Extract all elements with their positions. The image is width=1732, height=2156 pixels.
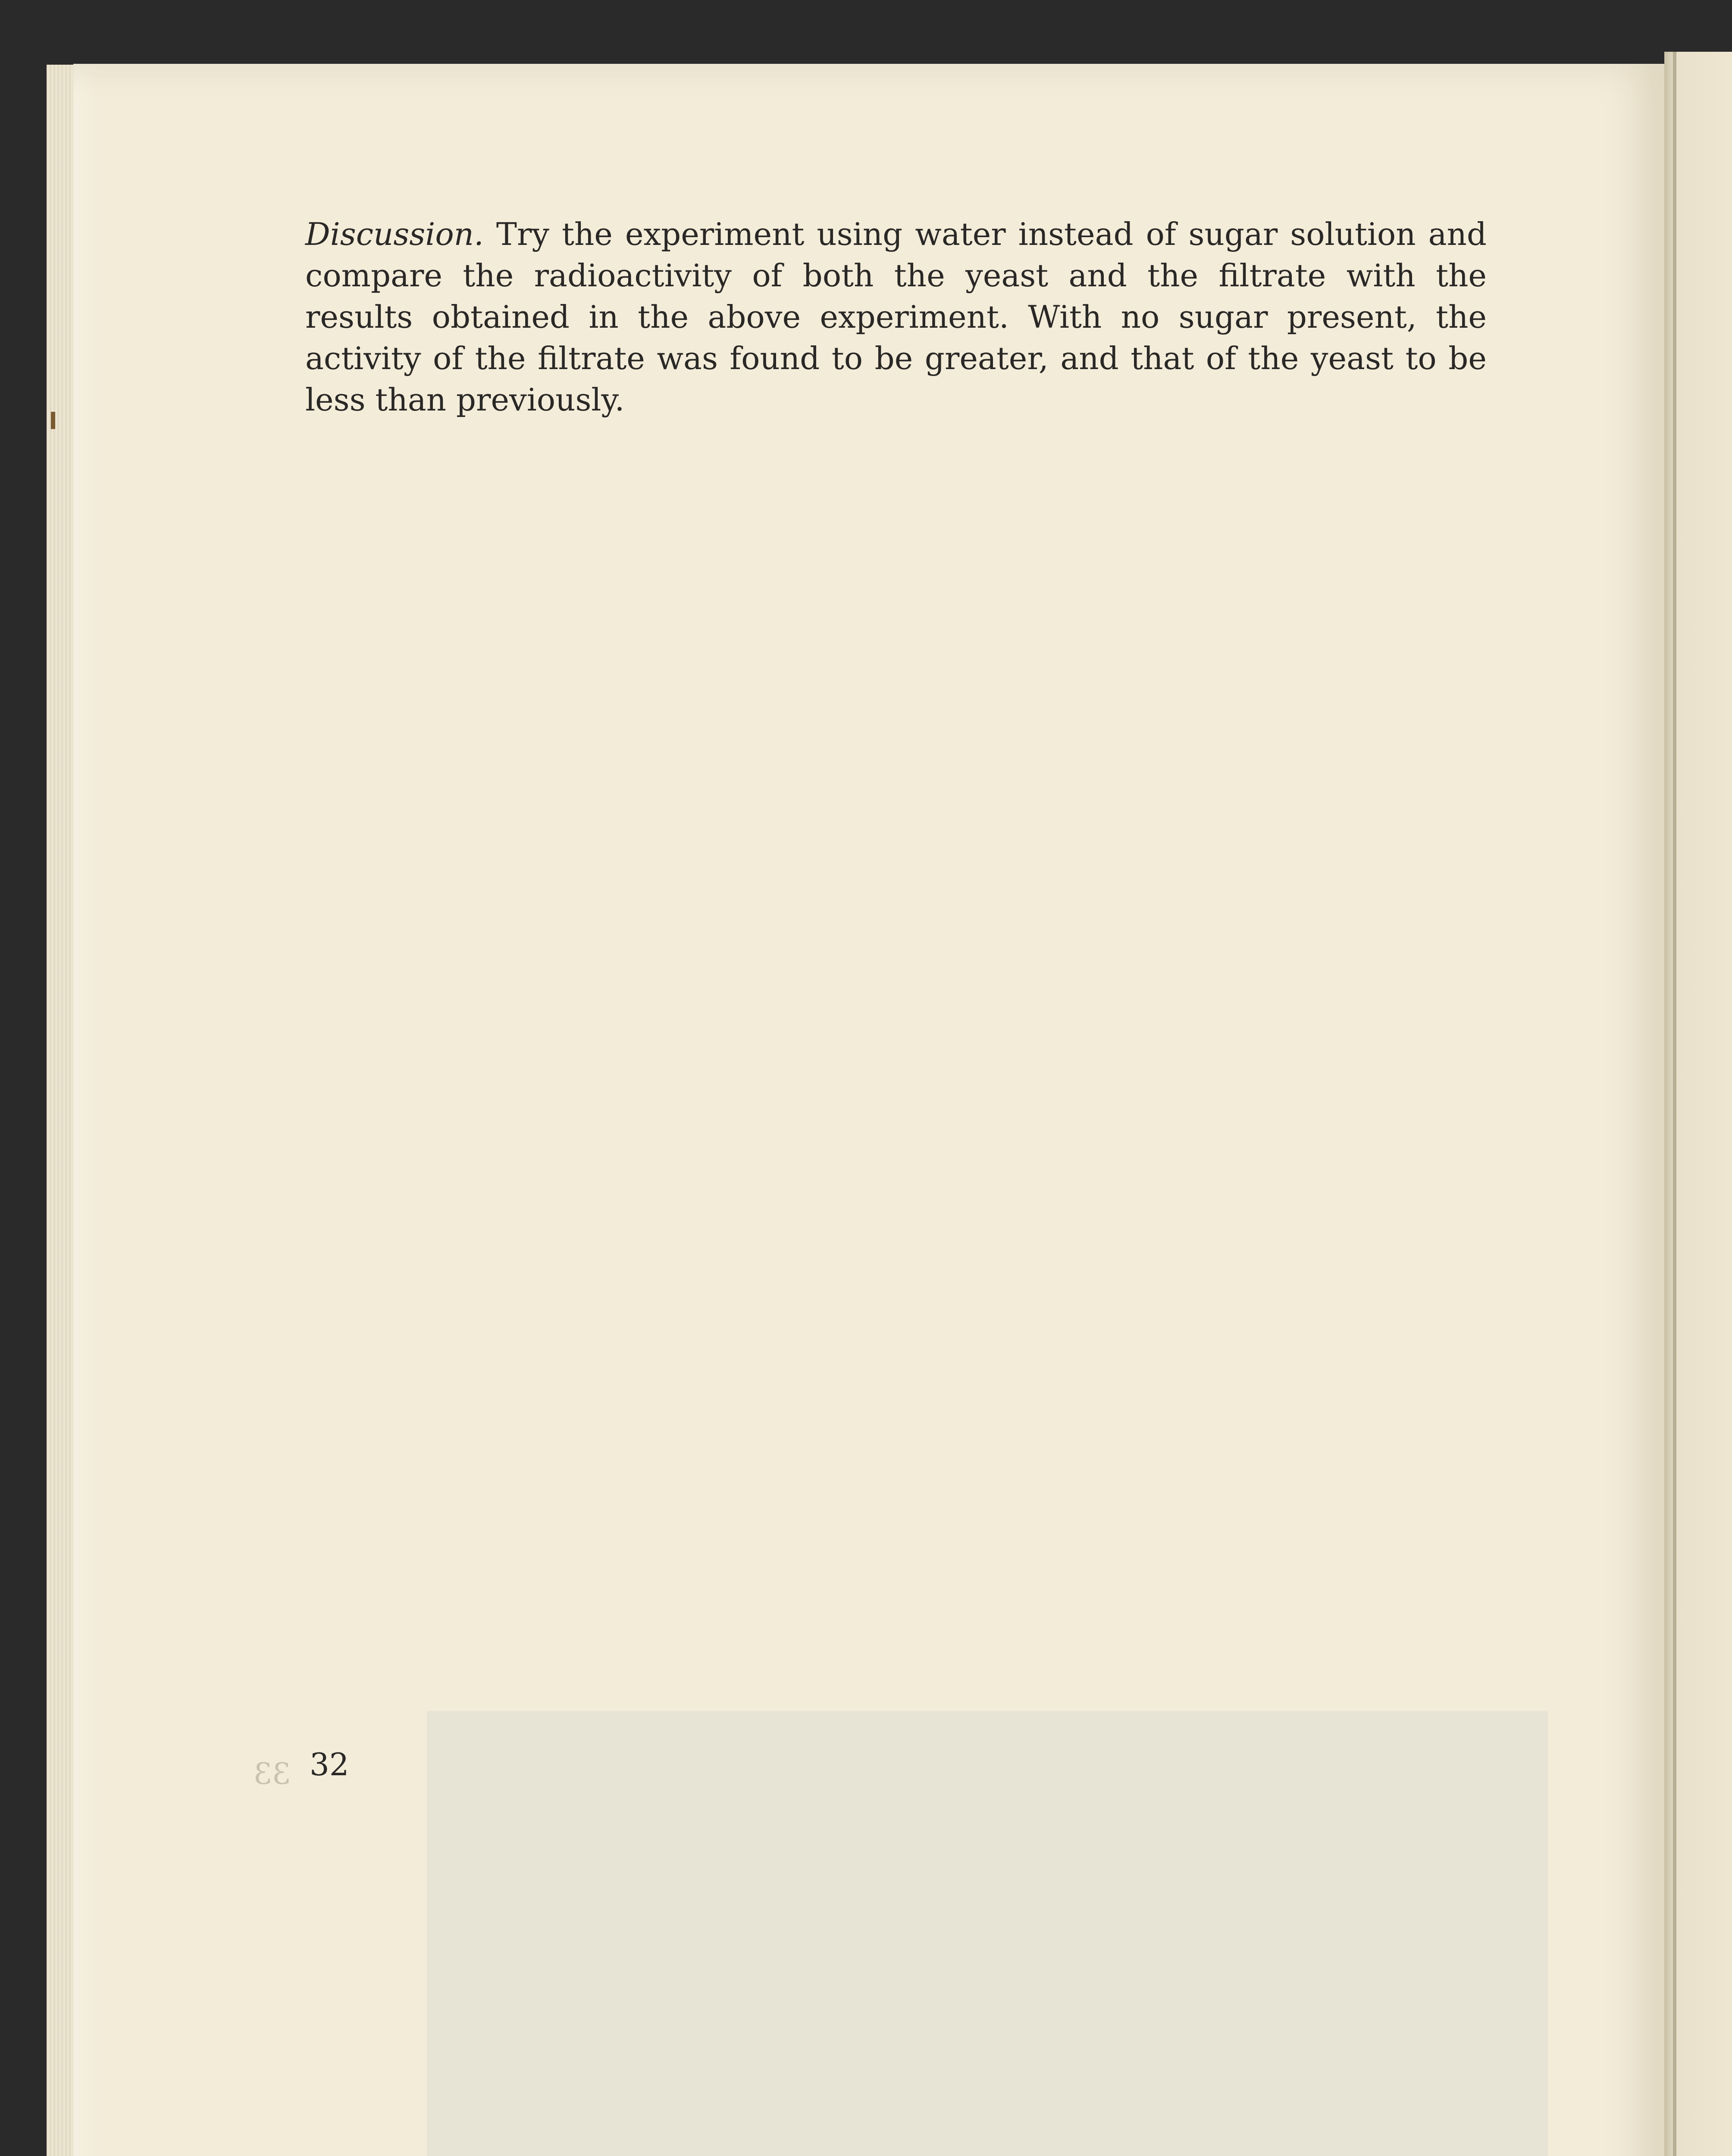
gutter-line [1673,52,1676,2156]
show-through-area [427,1711,1548,2156]
discussion-paragraph [305,213,1487,420]
page-number: 32 [310,1746,349,1783]
ghost-page-number: 33 [254,1757,291,1791]
binding-mark [51,412,55,429]
page-edges [47,65,77,2156]
discussion-lead: Discussion. [305,216,484,252]
discussion-text: Try the experiment using water instead of sugar solution and compare the radioactivity of both the yeast and the filtrate with the results obtained in the above experiment. With no sugar present, the activity of the filtrate was found to be greater, and that of the yeast to be less than previously. [305,216,1487,418]
